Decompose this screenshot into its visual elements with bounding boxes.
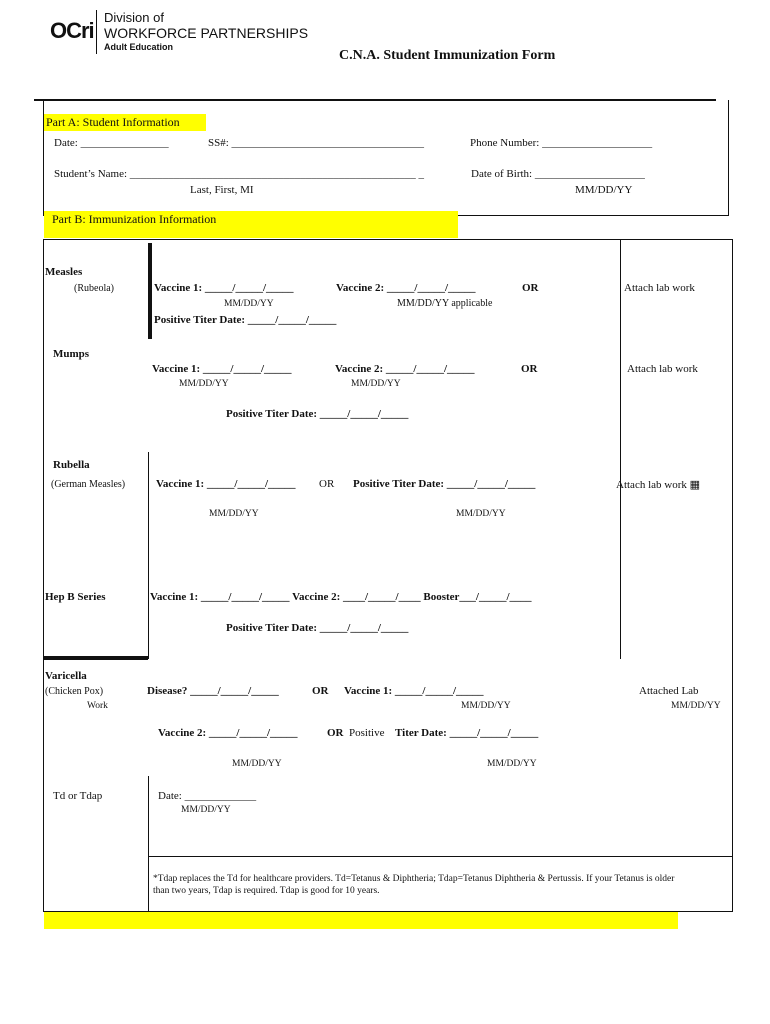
varicella-or2: OR <box>327 727 344 739</box>
ss-field[interactable]: SS#: ___________________________________ <box>208 137 425 149</box>
page-title: C.N.A. Student Immunization Form <box>339 48 556 63</box>
td-note-line2: than two years, Tdap is required. Tdap is good for 10 years. <box>153 886 380 896</box>
measles-vaccine2-field[interactable]: Vaccine 2: _____/_____/_____ <box>336 282 476 294</box>
varicella-vaccine2-field[interactable]: Vaccine 2: _____/_____/_____ <box>158 727 298 739</box>
hepb-label: Hep B Series <box>45 591 106 603</box>
hepb-titer-field[interactable]: Positive Titer Date: _____/_____/_____ <box>226 622 409 634</box>
varicella-or: OR <box>312 685 329 697</box>
varicella-hint1: MM/DD/YY <box>461 701 511 711</box>
varicella-sublabel: (Chicken Pox) <box>45 686 104 697</box>
part-a-heading: Part A: Student Information <box>44 114 206 131</box>
mumps-vaccine2-field[interactable]: Vaccine 2: _____/_____/_____ <box>335 363 475 375</box>
mumps-hint2: MM/DD/YY <box>351 379 401 389</box>
division-label: Division of <box>104 10 164 25</box>
row-divider-thick <box>44 656 148 660</box>
student-name-field[interactable]: Student’s Name: ____________________________________________________ _ <box>54 168 425 180</box>
table-left-border <box>43 239 44 912</box>
measles-hint1: MM/DD/YY <box>224 299 274 309</box>
measles-hint2: MM/DD/YY applicable <box>397 298 493 309</box>
measles-sublabel: (Rubeola) <box>74 283 114 294</box>
varicella-vaccine1-field[interactable]: Vaccine 1: _____/_____/_____ <box>344 685 484 697</box>
varicella-disease-field[interactable]: Disease? _____/_____/_____ <box>147 685 279 697</box>
mumps-attach: Attach lab work <box>627 363 698 375</box>
varicella-attach: Attached Lab <box>639 685 699 697</box>
rubella-attach: Attach lab work ▦ <box>616 479 701 491</box>
name-hint: Last, First, MI <box>190 184 254 196</box>
col-divider-td <box>148 776 149 911</box>
col-divider-left <box>148 452 149 659</box>
col-divider-right <box>620 239 621 659</box>
varicella-titer-field[interactable]: Titer Date: _____/_____/_____ <box>395 727 539 739</box>
measles-label: Measles <box>45 266 83 278</box>
col-divider-thick <box>148 243 152 339</box>
hepb-vaccines-field[interactable]: Vaccine 1: _____/_____/_____ Vaccine 2: ____/_____/____ Booster___/_____/____ <box>150 591 532 603</box>
org-name: WORKFORCE PARTNERSHIPS <box>104 25 309 41</box>
logo-mark: OCri <box>50 18 94 43</box>
phone-field[interactable]: Phone Number: ____________________ <box>470 137 653 149</box>
rubella-sublabel: (German Measles) <box>51 479 126 490</box>
part-b-heading: Part B: Immunization Information <box>44 211 458 238</box>
rubella-hint2: MM/DD/YY <box>456 509 506 519</box>
mumps-label: Mumps <box>53 348 90 360</box>
rubella-vaccine1-field[interactable]: Vaccine 1: _____/_____/_____ <box>156 478 296 490</box>
dob-hint: MM/DD/YY <box>575 184 633 196</box>
rubella-label: Rubella <box>53 459 90 471</box>
td-hint: MM/DD/YY <box>181 805 231 815</box>
varicella-label: Varicella <box>45 670 87 682</box>
mumps-titer-field[interactable]: Positive Titer Date: _____/_____/_____ <box>226 408 409 420</box>
table-top-border <box>43 239 733 240</box>
mumps-vaccine1-field[interactable]: Vaccine 1: _____/_____/_____ <box>152 363 292 375</box>
dob-field[interactable]: Date of Birth: ____________________ <box>471 168 645 180</box>
row-divider-note <box>148 856 732 857</box>
table-right-border <box>732 239 733 912</box>
date-field[interactable]: Date: ________________ <box>54 137 169 149</box>
varicella-work: Work <box>87 701 108 711</box>
varicella-attach-hint: MM/DD/YY <box>671 701 721 711</box>
bottom-highlight-bar <box>44 912 678 929</box>
rubella-hint1: MM/DD/YY <box>209 509 259 519</box>
td-date-field[interactable]: Date: _____________ <box>158 790 257 802</box>
measles-attach: Attach lab work <box>624 282 695 294</box>
measles-or: OR <box>522 282 539 294</box>
measles-vaccine1-field[interactable]: Vaccine 1: _____/_____/_____ <box>154 282 294 294</box>
td-note-line1: *Tdap replaces the Td for healthcare providers. Td=Tetanus & Diphtheria; Tdap=Tetanus Diphtheria & Pertussis. If your Tetanus is older <box>153 874 675 884</box>
top-rule <box>34 99 716 101</box>
varicella-hint2: MM/DD/YY <box>232 759 282 769</box>
mumps-or: OR <box>521 363 538 375</box>
td-label: Td or Tdap <box>53 790 103 802</box>
part-a-right-border <box>728 100 729 216</box>
mumps-hint1: MM/DD/YY <box>179 379 229 389</box>
varicella-positive: Positive <box>349 727 385 739</box>
measles-titer-field[interactable]: Positive Titer Date: _____/_____/_____ <box>154 314 337 326</box>
rubella-or: OR <box>319 478 335 490</box>
varicella-hint3: MM/DD/YY <box>487 759 537 769</box>
logo-divider <box>96 10 97 54</box>
rubella-titer-field[interactable]: Positive Titer Date: _____/_____/_____ <box>353 478 536 490</box>
dept-name: Adult Education <box>104 42 173 52</box>
